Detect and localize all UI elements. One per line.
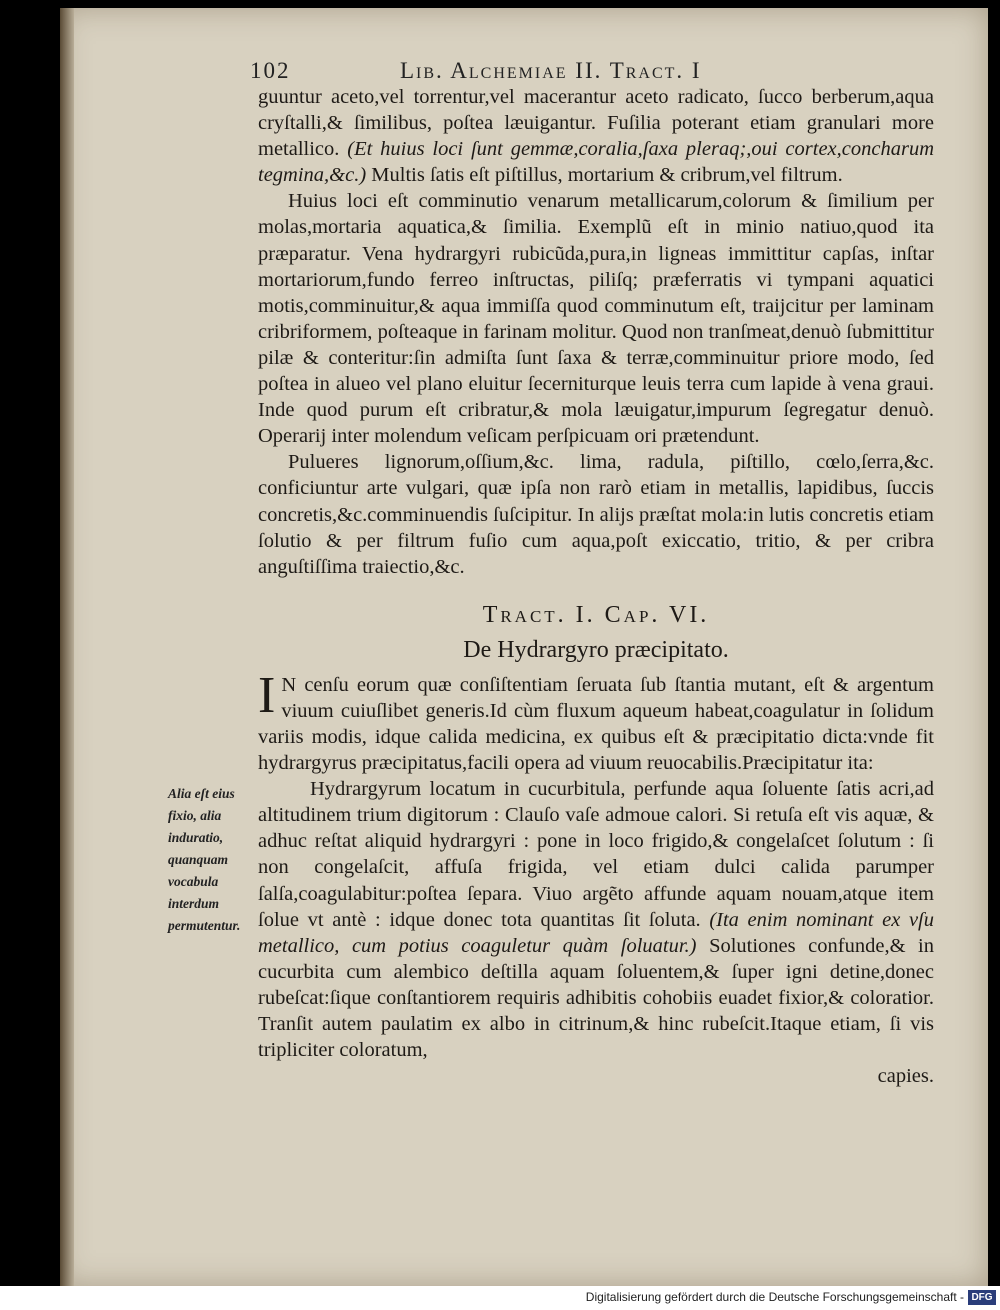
italic-aside: (Et huius loci ſunt gemmæ,coralia,ſaxa pleraq;,oui cortex,concharum tegmina,&c.) bbox=[258, 138, 934, 187]
page-binding-edge bbox=[60, 8, 74, 1286]
page-number: 102 bbox=[250, 58, 291, 83]
funding-credit: Digitalisierung gefördert durch die Deutsche Forschungsgemeinschaft - bbox=[585, 1290, 964, 1304]
chapter-subtitle: De Hydrargyro præcipitato. bbox=[463, 636, 729, 663]
paragraph-2: Huius loci eſt comminutio venarum metallicarum,colorum & ſimilium per molas,mortaria aquatica,& ſimilia. Exemplũ eſt in minio natiuo,quod ita præparatur. Vena hydrargyri rubicũda,pura,in ligneas immittitur capſas, inſtar mortariorum,fundo ferreo inſtructas, piliſq; præferratis vi tympani aquatici motis,comminuitur,& aqua immiſſa quod comminutum eſt, traijcitur per laminam cribriformem, poſteaque in farinam molitur. Quod non tranſmeat,denuò ſubmittitur pilæ & conteritur:ſin admiſta ſunt ſaxa & terræ,comminuitur priore modo, ſed poſtea in alueo vel plano eluitur ſecerniturque leuis terra cum lapide à vena graui. Inde quod purum eſt cribratur,& mola læuigatur,impurum ſegregatur denuò. Operarij inter molendum veſicam perſpicuam ori prætendunt. bbox=[258, 190, 934, 448]
digitization-footer bbox=[0, 1286, 1000, 1310]
margin-note: Alia eſt eius fixio, alia induratio, quanquam vocabula interdum permutentur. bbox=[168, 786, 241, 933]
paragraph-4: I N cenſu eorum quæ conſiſtentiam ſeruata ſub ſtantia mutant, eſt & argentum viuum cuiuſlibet generis.Id cùm fluxum aqueum habeat,coagulatur in ſolidum variis modis, idque calida medicina, ex quibus eſt & præcipitatio dicta:vnde fit hydrargyrus præcipitatus,facili opera ad viuum reuocabilis.Præcipitatur ita: bbox=[258, 666, 934, 775]
dfg-logo[interactable]: DFG bbox=[968, 1290, 996, 1305]
running-head: Lib. Alchemiae II. Tract. I bbox=[400, 58, 702, 83]
book-page bbox=[60, 8, 988, 1286]
catchword: capies. bbox=[877, 1065, 934, 1088]
catchword-line bbox=[258, 1063, 934, 1089]
body-text bbox=[258, 84, 934, 1089]
paragraph-3: Pulueres lignorum,oſſium,&c. lima, radula, piſtillo, cœlo,ſerra,&c. conficiuntur arte vulgari, quæ ipſa non rarò etiam in metallis, lapidibus, ſuccis concretis,&c.comminuendis ſuſcipitur. In alijs præſtat mola:in lutis concretis etiam ſolutio & per filtrum fuſio cum aqua,poſt exiccatio, tritio, & per cribra anguſtiſſima traiectio,&c. bbox=[258, 451, 934, 578]
chapter-heading: Tract. I. Cap. VI. bbox=[482, 601, 710, 628]
italic-aside: (Ita enim nominant ex vſu metallico, cum potius coaguletur quàm ſoluatur.) bbox=[258, 908, 935, 957]
page-header bbox=[250, 56, 970, 86]
paragraph-1: guuntur aceto,vel torrentur,vel macerantur aceto radicato, ſucco berberum,aqua cryſtalli,& ſimilibus, poſtea læuigantur. Fuſilia poterant etiam granulari more metallico. (Et huius loci ſunt gemmæ,coralia,ſaxa pleraq;,oui cortex,concharum tegmina,&c.) Multis ſatis eſt piſtillus, mortarium & cribrum,vel filtrum. bbox=[258, 86, 934, 187]
drop-capital: I bbox=[258, 666, 276, 724]
paragraph-5: Hydrargyrum locatum in cucurbitula, perfunde aqua ſoluente ſatis acri,ad altitudinem trium digitorum : Clauſo vaſe admoue calori. Si retuſa eſt vis aquæ, & adhuc reſtat aliquid hydrargyri : pone in loco frigido,& congelaſcet ſolutum : ſi non congelaſcit, affuſa frigida, vel etiam dulci calida parumper ſalſa,coagulabitur:poſtea ſepara. Viuo argẽto affunde aquam nouam,atque item ſolue vt antè : idque donec tota quantitas ſit ſoluta. (Ita enim nominant ex vſu metallico, cum potius coaguletur quàm ſoluatur.) Solutiones confunde,& in cucurbita cum alembico deſtilla aquam ſoluentem,& ſuper igni detine,donec rubeſcat:ſique conſtantiorem requiris adhibitis cohobiis euadet fixior,& coloratior. Tranſit autem paulatim ex albo in citrinum,& hinc rubeſcit.Itaque etiam, ſi vis tripliciter coloratum, bbox=[258, 778, 935, 1062]
